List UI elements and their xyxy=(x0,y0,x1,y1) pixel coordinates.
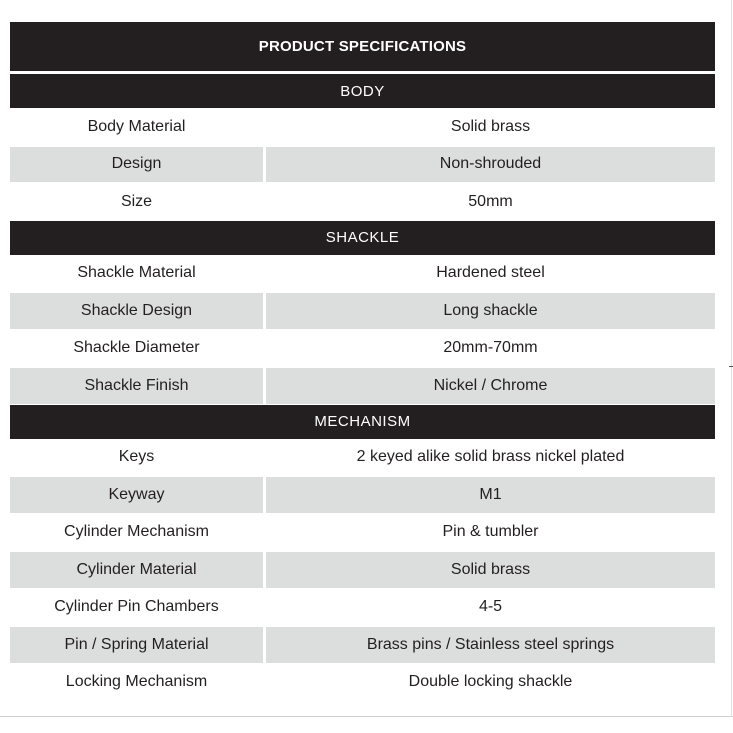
table-row xyxy=(10,514,715,552)
row-label: Locking Mechanism xyxy=(10,665,263,701)
table-row xyxy=(10,255,715,293)
row-value: Double locking shackle xyxy=(266,665,715,701)
table-row xyxy=(10,183,715,221)
row-value: Solid brass xyxy=(266,552,715,588)
row-value: M1 xyxy=(266,477,715,513)
edge-tick xyxy=(729,366,733,367)
row-value: Long shackle xyxy=(266,293,715,329)
table-row xyxy=(10,626,715,664)
row-label: Shackle Design xyxy=(10,293,263,329)
table-row xyxy=(10,551,715,589)
table-row xyxy=(10,108,715,146)
row-label: Shackle Finish xyxy=(10,368,263,404)
row-value: Nickel / Chrome xyxy=(266,368,715,404)
row-label: Size xyxy=(10,184,263,220)
table-row xyxy=(10,292,715,330)
row-label: Design xyxy=(10,147,263,183)
product-specifications-table xyxy=(10,22,715,701)
row-label: Shackle Material xyxy=(10,256,263,292)
row-value: 4-5 xyxy=(266,590,715,626)
table-row xyxy=(10,589,715,627)
table-row xyxy=(10,664,715,702)
table-row xyxy=(10,367,715,405)
bottom-border xyxy=(0,716,733,717)
section-header-body: BODY xyxy=(10,74,715,108)
row-label: Cylinder Material xyxy=(10,552,263,588)
row-value: 2 keyed alike solid brass nickel plated xyxy=(266,440,715,476)
row-value: Solid brass xyxy=(266,109,715,145)
row-value: Pin & tumbler xyxy=(266,515,715,551)
table-row xyxy=(10,146,715,184)
row-label: Cylinder Pin Chambers xyxy=(10,590,263,626)
right-border xyxy=(731,0,732,717)
row-label: Pin / Spring Material xyxy=(10,627,263,663)
row-value: 50mm xyxy=(266,184,715,220)
row-label: Cylinder Mechanism xyxy=(10,515,263,551)
row-label: Shackle Diameter xyxy=(10,331,263,367)
table-row xyxy=(10,330,715,368)
table-row xyxy=(10,439,715,477)
table-row xyxy=(10,476,715,514)
row-value: Hardened steel xyxy=(266,256,715,292)
row-label: Keyway xyxy=(10,477,263,513)
section-header-mechanism: MECHANISM xyxy=(10,405,715,439)
row-value: Non-shrouded xyxy=(266,147,715,183)
row-value: Brass pins / Stainless steel springs xyxy=(266,627,715,663)
row-label: Body Material xyxy=(10,109,263,145)
row-label: Keys xyxy=(10,440,263,476)
section-header-shackle: SHACKLE xyxy=(10,221,715,255)
row-value: 20mm-70mm xyxy=(266,331,715,367)
table-title: PRODUCT SPECIFICATIONS xyxy=(10,22,715,71)
